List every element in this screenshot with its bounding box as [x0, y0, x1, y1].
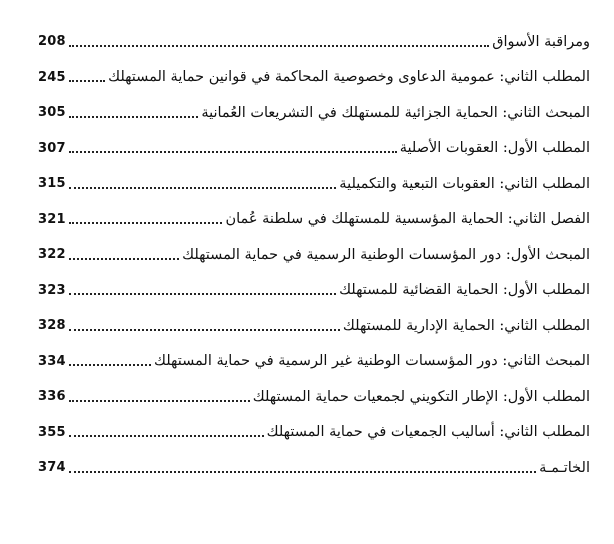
dot-leader: [69, 45, 489, 47]
page-number: 336: [38, 389, 66, 405]
toc-entry: [38, 308, 590, 344]
dot-leader: [69, 293, 336, 295]
dot-leader: [69, 222, 222, 224]
entry-title: المطلب الأول: الحماية القضائية للمستهلك: [339, 282, 590, 299]
entry-title: المطلب الأول: العقوبات الأصلية: [399, 140, 590, 157]
page-number: 322: [38, 247, 66, 263]
toc-entry: [38, 95, 590, 131]
page-number: 245: [38, 69, 66, 85]
dot-leader: [69, 435, 264, 437]
page-number: 334: [38, 353, 66, 369]
toc-entry: [38, 60, 590, 96]
toc-entry: [38, 24, 590, 60]
page-number: 323: [38, 282, 66, 298]
entry-title: المطلب الثاني: الحماية الإدارية للمستهلك: [342, 317, 590, 334]
entry-title: المبحث الأول: دور المؤسسات الوطنية الرسمية في حماية المستهلك: [182, 246, 590, 263]
entry-title: الخاتـمـة: [539, 459, 590, 476]
page-number: 305: [38, 105, 66, 121]
page-number: 355: [38, 424, 66, 440]
toc-entry: [38, 166, 590, 202]
toc-entry: [38, 273, 590, 309]
entry-title: المطلب الأول: الإطار التكويني لجمعيات حماية المستهلك: [252, 388, 590, 405]
dot-leader: [69, 151, 397, 153]
page-number: 315: [38, 176, 66, 192]
page-number: 208: [38, 34, 66, 50]
entry-title: المطلب الثاني: عمومية الدعاوى وخصوصية المحاكمة في قوانين حماية المستهلك: [108, 69, 590, 86]
entry-title: المطلب الثاني: العقوبات التبعية والتكميلية: [339, 175, 590, 192]
toc-entry: [38, 237, 590, 273]
table-of-contents: [38, 24, 590, 486]
dot-leader: [69, 329, 340, 331]
entry-title: المبحث الثاني: دور المؤسسات الوطنية غير الرسمية في حماية المستهلك: [154, 353, 590, 370]
entry-title: المطلب الثاني: أساليب الجمعيات في حماية المستهلك: [266, 424, 590, 441]
dot-leader: [69, 80, 105, 82]
page-number: 321: [38, 211, 66, 227]
dot-leader: [69, 258, 179, 260]
dot-leader: [69, 116, 198, 118]
dot-leader: [69, 400, 250, 402]
toc-entry: [38, 202, 590, 238]
entry-title: ومراقبة الأسواق: [492, 33, 590, 50]
toc-entry: [38, 415, 590, 451]
dot-leader: [69, 471, 536, 473]
page-number: 307: [38, 140, 66, 156]
dot-leader: [69, 364, 151, 366]
entry-title: الفصل الثاني: الحماية المؤسسية للمستهلك في سلطنة عُمان: [225, 211, 590, 228]
toc-entry: [38, 131, 590, 167]
toc-entry: [38, 344, 590, 380]
entry-title: المبحث الثاني: الحماية الجزائية للمستهلك في التشريعات العُمانية: [201, 104, 590, 121]
dot-leader: [69, 187, 336, 189]
toc-entry: [38, 450, 590, 486]
toc-entry: [38, 379, 590, 415]
page-number: 328: [38, 318, 66, 334]
page-number: 374: [38, 460, 66, 476]
